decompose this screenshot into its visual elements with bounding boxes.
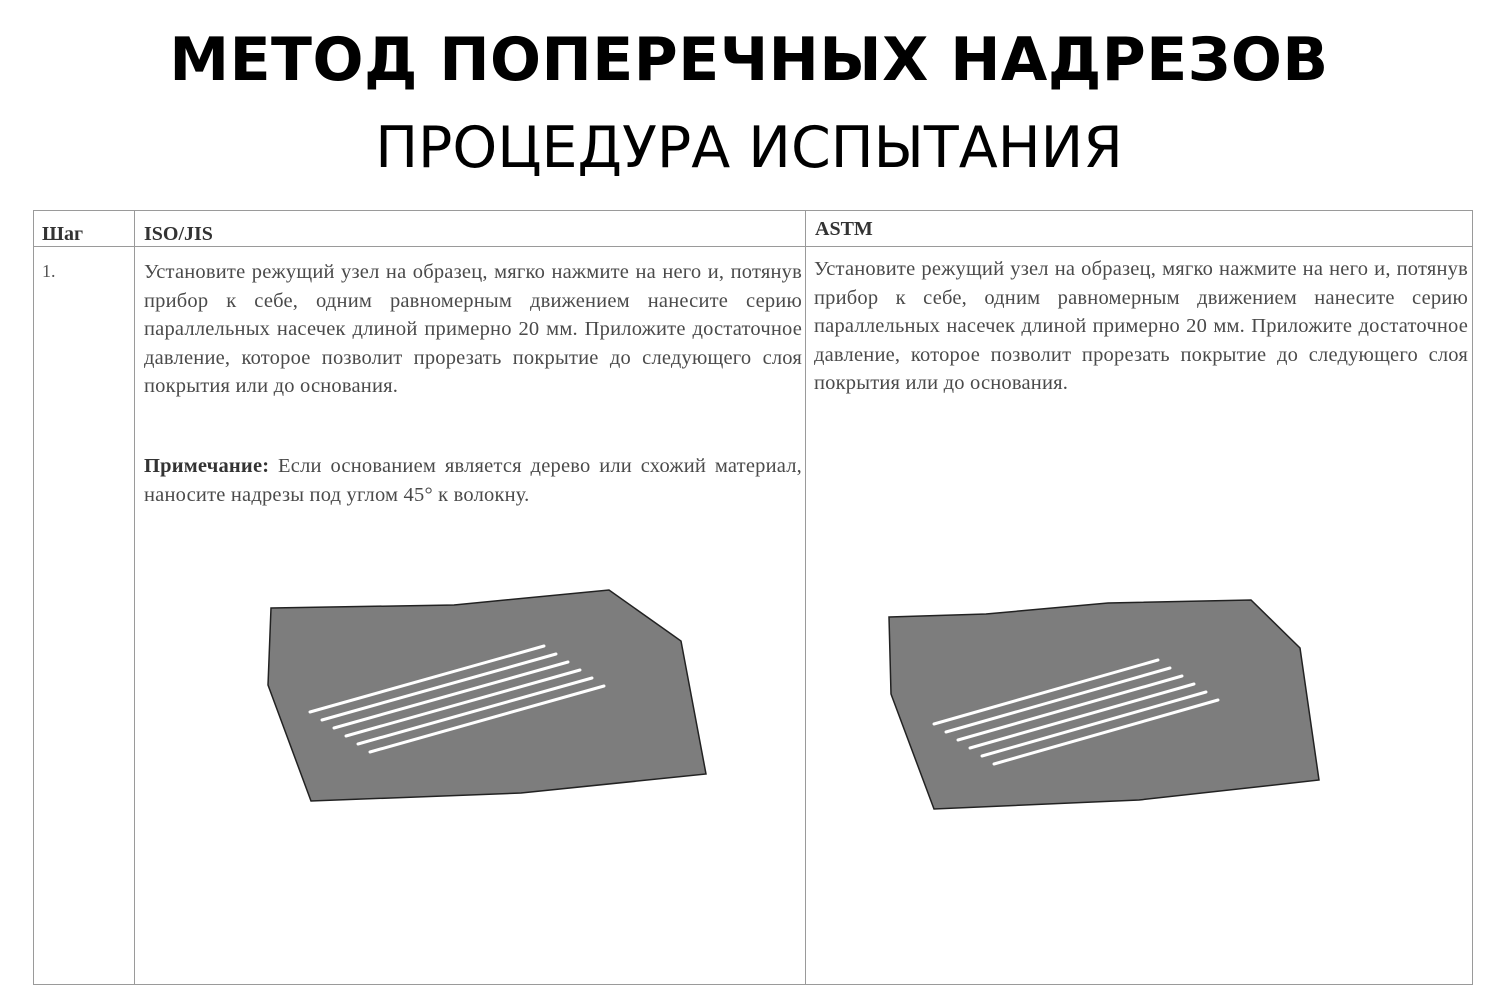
column-divider-standards — [805, 211, 806, 984]
procedure-table — [33, 210, 1473, 985]
header-divider — [34, 246, 1472, 247]
note-label: Примечание: — [144, 455, 270, 477]
column-divider-step — [134, 211, 135, 984]
header-step: Шаг — [42, 223, 84, 245]
astm-specimen-figure — [886, 598, 1326, 818]
header-iso-jis: ISO/JIS — [144, 223, 213, 245]
note-text: Если основанием является дерево или схожий материал, наносите надрезы под углом 45° к волокну. — [144, 455, 802, 506]
iso-instruction-text: Установите режущий узел на образец, мягко нажмите на него и, потянув прибор к себе, одним равномерным движением нанесите серию параллельных насечек длиной примерно 20 мм. Приложите достаточное давление, которое позволит прорезать покрытие до следующего слоя покрытия или до основания. — [144, 261, 802, 397]
astm-instruction-text: Установите режущий узел на образец, мягко нажмите на него и, потянув прибор к себе, одним равномерным движением нанесите серию параллельных насечек длиной примерно 20 мм. Приложите достаточное давление, которое позволит прорезать покрытие до следующего слоя покрытия или до основания. — [814, 258, 1468, 394]
page-subtitle: ПРОЦЕДУРА ИСПЫТАНИЯ — [375, 115, 1123, 181]
specimen-plate — [889, 600, 1319, 809]
step-number: 1. — [42, 261, 56, 281]
iso-specimen-figure — [254, 586, 714, 806]
iso-note — [144, 452, 802, 509]
header-astm: ASTM — [815, 218, 873, 240]
page-title: МЕТОД ПОПЕРЕЧНЫХ НАДРЕЗОВ — [169, 25, 1329, 95]
